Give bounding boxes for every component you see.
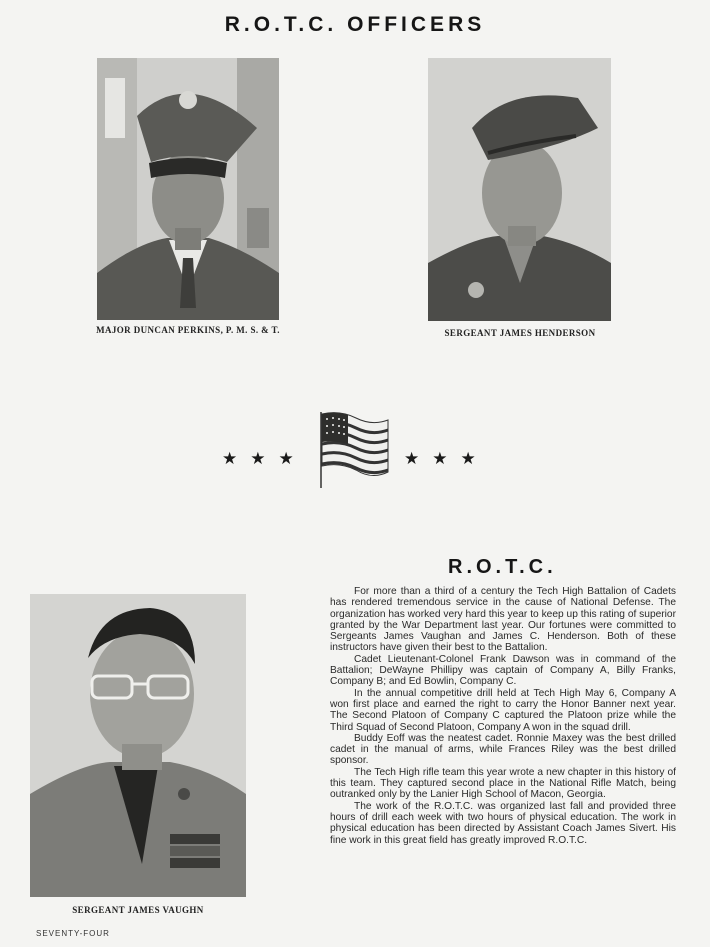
stars-left: ★★★ xyxy=(222,449,307,469)
photo-sergeant-henderson xyxy=(428,58,611,321)
section-title: R.O.T.C. xyxy=(448,556,557,578)
paragraph: In the annual competitive drill held at Tech High May 6, Company A won first place and earned the right to carry the Honor Banner next year. The Second Platoon of Company C captured the Platoon prize while the Third Squad of Second Platoon, Company A won in the squad drill. xyxy=(330,687,676,733)
paragraph: For more than a third of a century the Tech High Battalion of Cadets has rendered tremendous service in the cause of National Defense. The organization has worked very hard this year to keep up this rating of superior granted by the War Department last year. Our fortunes were committed to Sergeants James Vaughan and James C. Henderson. Both of these instructors have given their best to the Battalion. xyxy=(330,586,676,654)
paragraph: The Tech High rifle team this year wrote a new chapter in this history of this team. They captured second place in the National Rifle Match, being outranked only by the Lanier High School of Macon, Georgia. xyxy=(330,766,676,801)
caption-major-perkins: MAJOR DUNCAN PERKINS, P. M. S. & T. xyxy=(96,325,280,335)
paragraph: Cadet Lieutenant-Colonel Frank Dawson was in command of the Battalion; DeWayne Phillipy was captain of Company A, Billy Franks, Company B; and Ed Bowlin, Company C. xyxy=(330,653,676,688)
stars-right: ★★★ xyxy=(404,449,489,469)
page-number: SEVENTY-FOUR xyxy=(36,929,110,938)
paragraph: The work of the R.O.T.C. was organized last fall and provided three hours of drill each week with two hours of physical education. The work in physical education has been directed by Assistant Coach James Sivert. His fine work in this great field has greatly improved R.O.T.C. xyxy=(330,800,676,846)
section-body xyxy=(330,586,676,846)
caption-sergeant-vaughn: SERGEANT JAMES VAUGHN xyxy=(72,905,204,915)
american-flag-icon xyxy=(318,410,392,490)
page-title: R.O.T.C. OFFICERS xyxy=(224,13,486,36)
caption-sergeant-henderson: SERGEANT JAMES HENDERSON xyxy=(444,328,596,338)
paragraph: Buddy Eoff was the neatest cadet. Ronnie Maxey was the best drilled cadet in the manual of arms, while Frances Riley was the best drilled sponsor. xyxy=(330,732,676,767)
photo-major-perkins xyxy=(97,58,279,320)
photo-sergeant-vaughn xyxy=(30,594,246,897)
